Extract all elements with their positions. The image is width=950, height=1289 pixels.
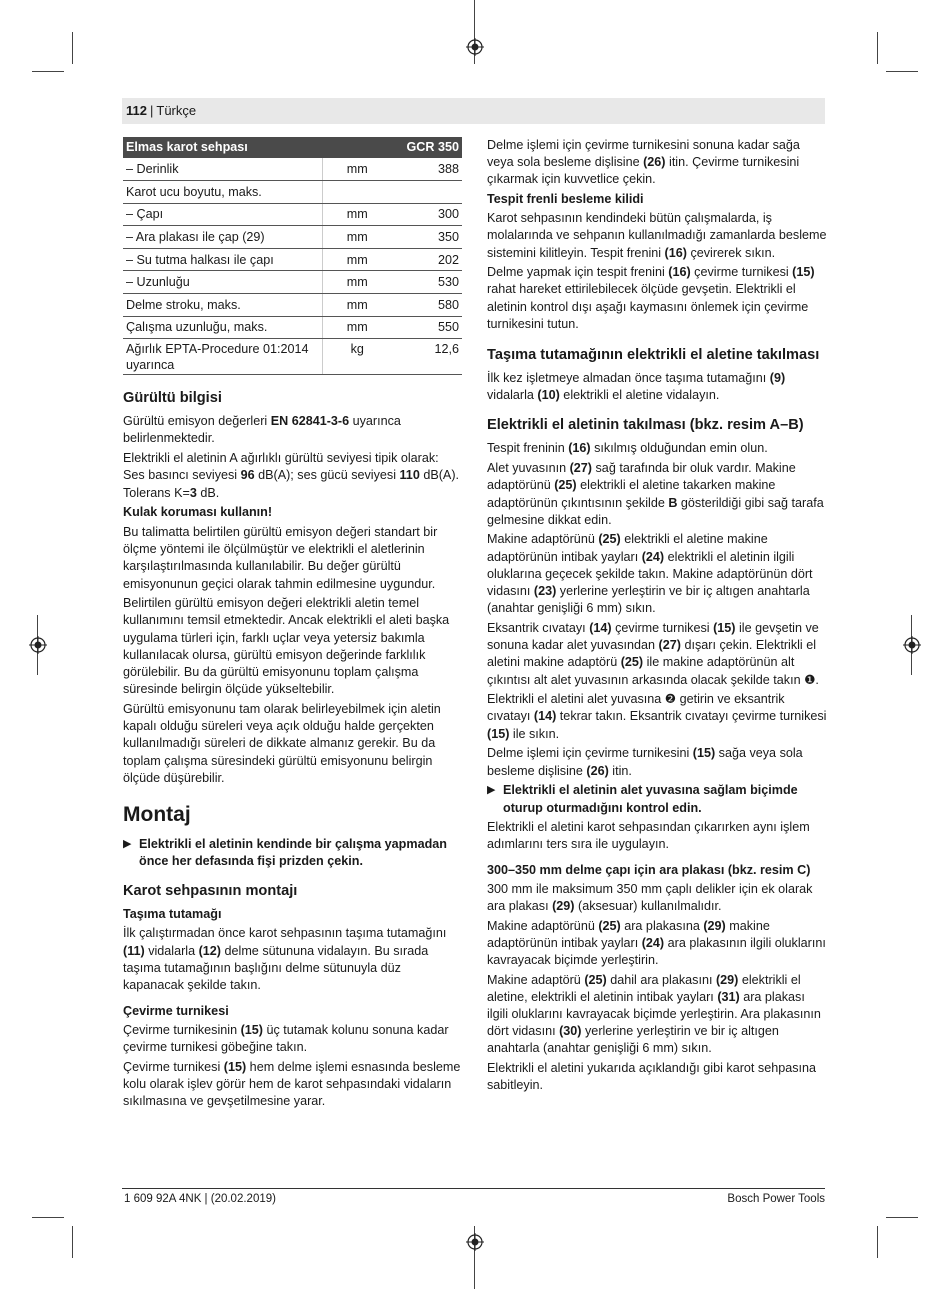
left-column xyxy=(123,137,462,1113)
body-paragraph: Delme işlemi için çevirme turnikesini (15) sağa veya sola besleme dişlisine (26) itin. xyxy=(487,746,803,778)
body-paragraph: Makine adaptörü (25) dahil ara plakasını (29) elektrikli el aletine, elektrikli el aletinin intibak yayları (31) ara plakası ilgili oluklarını kavrayacak biçimde yerleştirin. Ara plakasının dört vidasını (30) yerlerine yerleştirin ve bir iç altıgen anahtarla (anahtar genişliği 6 mm) sıkın. xyxy=(487,972,821,1056)
ear-protection-notice: Kulak koruması kullanın! xyxy=(123,505,273,520)
section-heading: Taşıma tutamağının elektrikli el aletine takılması xyxy=(487,346,820,363)
spec-row xyxy=(123,339,462,375)
section-heading: Elektrikli el aletinin takılması (bkz. resim A–B) xyxy=(487,417,804,434)
spec-cell: mm xyxy=(322,271,392,294)
body-paragraph: Elektrikli el aletini karot sehpasından çıkarırken aynı işlem adımlarını ters sıra ile uygulayın. xyxy=(487,819,810,851)
spec-cell: 550 xyxy=(392,316,462,339)
spec-row xyxy=(123,316,462,339)
crop-mark xyxy=(877,32,878,64)
spec-cell: – Çapı xyxy=(123,203,322,226)
spec-row xyxy=(123,248,462,271)
body-paragraph: Tespit freninin (16) sıkılmış olduğundan emin olun. xyxy=(487,441,768,456)
spec-cell xyxy=(392,181,462,204)
crop-mark xyxy=(32,71,64,72)
spec-cell: – Su tutma halkası ile çapı xyxy=(123,248,322,271)
body-paragraph: Elektrikli el aletini alet yuvasına ❷ getirin ve eksantrik cıvatayı (14) tekrar takın. Eksantrik cıvatayı çevirme turnikesi (15) ile sıkın. xyxy=(487,692,827,741)
registration-mark-icon xyxy=(466,1233,484,1251)
spec-table-header xyxy=(123,137,462,158)
right-column xyxy=(487,137,827,1097)
subsection-heading: Taşıma tutamağı xyxy=(123,907,222,922)
spec-row xyxy=(123,294,462,317)
noise-paragraph: Belirtilen gürültü emisyon değeri elektrikli aletin temel kullanımını temsil etmektedir. Ancak elektrikli el aleti başka uygulama türleri için, farklı uçlar veya yetersiz bakımla kullanılacak olursa, gürültü emisyon değerinde farklılık görülebilir. Bu da gürültü emisyonunu toplam çalışma süresinde belirgin ölçüde yükseltebilir. xyxy=(123,596,450,697)
spec-cell: 350 xyxy=(392,226,462,249)
body-paragraph: İlk çalıştırmadan önce karot sehpasının taşıma tutamağını (11) vidalarla (12) delme sütununa vidalayın. Bu sırada taşıma tutamağının başlığını delme sütunuyla düz kapanacak şekilde takın. xyxy=(123,926,447,993)
spec-table xyxy=(123,137,462,375)
page-number: 112 xyxy=(126,103,147,118)
footer-doc-id: 1 609 92A 4NK | (20.02.2019) xyxy=(124,1193,276,1205)
spec-table-title: Elmas karot sehpası xyxy=(123,137,392,158)
spec-cell: – Ara plakası ile çap (29) xyxy=(123,226,322,249)
spec-cell: Delme stroku, maks. xyxy=(123,294,322,317)
spec-row xyxy=(123,271,462,294)
noise-paragraph: Gürültü emisyonunu tam olarak belirleyebilmek için aletin kapalı olduğu süreleri veya açık olduğu halde gerçekten kullanılmadığı süreleri de dikkate almanız gerekir. Bu da toplam çalışma süresindeki gürültü emisyonunu belirgin ölçüde düşürebilir. xyxy=(123,702,441,785)
spec-cell: mm xyxy=(322,158,392,181)
noise-paragraph: Bu talimatta belirtilen gürültü emisyon değeri standart bir ölçme yöntemi ile ölçülmüştür ve elektrikli el aletlerinin karşılaştırılmasında kullanılabilir. Bu değer gürültü emisyonunun geçici olarak tahmin edilmesine uygundur. xyxy=(123,524,438,591)
crop-mark xyxy=(32,1217,64,1218)
body-paragraph: Makine adaptörünü (25) ara plakasına (29) makine adaptörünün intibak yayları (24) ara plakasının ilgili oluklarını kavrayacak biçimde yerleştirin. xyxy=(487,918,826,967)
spec-row xyxy=(123,158,462,181)
subsection-heading: 300–350 mm delme çapı için ara plakası (bkz. resim C) xyxy=(487,862,811,877)
noise-heading: Gürültü bilgisi xyxy=(123,390,222,407)
body-paragraph: Delme işlemi için çevirme turnikesini sonuna kadar sağa veya sola besleme dişlisine (26) itin. Çevirme turnikesini çıkarmak için kuvvetlice çekin. xyxy=(487,138,800,187)
spec-cell: 300 xyxy=(392,203,462,226)
safety-warning xyxy=(123,836,462,870)
footer-divider xyxy=(122,1188,825,1189)
body-paragraph: 300 mm ile maksimum 350 mm çaplı delikler için ek olarak ara plakası (29) (aksesuar) kullanılmalıdır. xyxy=(487,881,813,913)
spec-cell: 580 xyxy=(392,294,462,317)
subsection-heading: Çevirme turnikesi xyxy=(123,1003,229,1018)
spec-cell: 388 xyxy=(392,158,462,181)
crop-mark xyxy=(886,71,918,72)
body-paragraph: Çevirme turnikesinin (15) üç tutamak kolunu sonuna kadar çevirme turnikesi göbeğine takın. xyxy=(123,1022,449,1054)
section-heading: Karot sehpasının montajı xyxy=(123,883,298,900)
spec-cell: 12,6 xyxy=(392,339,462,375)
spec-cell: kg xyxy=(322,339,392,375)
crop-mark xyxy=(72,32,73,64)
body-paragraph: Çevirme turnikesi (15) hem delme işlemi esnasında besleme kolu olarak işlev görür hem de karot sehpasındaki vidaların sıkılmasına ve gevşetilmesine yarar. xyxy=(123,1059,461,1109)
spec-cell: 202 xyxy=(392,248,462,271)
spec-cell: Ağırlık EPTA-Procedure 01:2014 uyarınca xyxy=(123,339,322,375)
noise-levels: Elektrikli el aletinin A ağırlıklı gürültü seviyesi tipik olarak: Ses basıncı seviyesi 96 dB(A); ses gücü seviyesi 110 dB(A). Tolerans K=3 dB. xyxy=(123,451,460,500)
body-paragraph: Elektrikli el aletini yukarıda açıklandığı gibi karot sehpasına sabitleyin. xyxy=(487,1061,817,1093)
body-paragraph: Karot sehpasının kendindeki bütün çalışmalarda, iş molalarında ve sehpanın kullanılmadığı zamanlarda besleme sistemini kilitleyin. Tespit frenini (16) çevirerek sıkın. xyxy=(487,211,827,260)
subsection-heading: Tespit frenli besleme kilidi xyxy=(487,192,644,207)
triangle-right-icon: ▶ xyxy=(487,784,496,797)
spec-row xyxy=(123,226,462,249)
registration-mark-icon xyxy=(903,636,921,654)
spec-cell: mm xyxy=(322,248,392,271)
body-paragraph: İlk kez işletmeye almadan önce taşıma tutamağını (9) vidalarla (10) elektrikli el aletine vidalayın. xyxy=(487,370,786,402)
registration-mark-icon xyxy=(466,38,484,56)
page-header xyxy=(122,98,825,124)
spec-cell: – Uzunluğu xyxy=(123,271,322,294)
footer-brand: Bosch Power Tools xyxy=(727,1193,825,1205)
check-warning-text: Elektrikli el aletinin alet yuvasına sağlam biçimde oturup oturmadığını kontrol edin. xyxy=(503,783,798,815)
spec-cell: mm xyxy=(322,316,392,339)
check-warning xyxy=(487,782,827,816)
body-paragraph: Delme yapmak için tespit frenini (16) çevirme turnikesi (15) rahat hareket ettirilebilecek ölçüde gevşetin. Elektrikli el aletinin kontrol dışı aşağı kaymasını önlemek için çevirme turnikesini tutun. xyxy=(487,265,815,331)
spec-cell: 530 xyxy=(392,271,462,294)
spec-row xyxy=(123,181,462,204)
spec-cell: mm xyxy=(322,226,392,249)
spec-table-model: GCR 350 xyxy=(392,137,462,158)
triangle-right-icon: ▶ xyxy=(123,838,132,851)
spec-cell: – Derinlik xyxy=(123,158,322,181)
header-separator: | xyxy=(149,103,154,118)
body-paragraph: Eksantrik cıvatayı (14) çevirme turnikesi (15) ile gevşetin ve sonuna kadar alet yuvasından (27) dışarı çekin. Elektrikli el aletini makine adaptörü (25) ile makine adaptörünün alt çıkıntısı alt alet yuvasının arkasında olacak şekilde takın ❶. xyxy=(487,620,819,687)
body-paragraph: Makine adaptörünü (25) elektrikli el aletine makine adaptörünün intibak yayları (24) elektrikli el aletinin ilgili oluklarına geçecek şekilde takın. Makine adaptörünün dört vidasını (23) yerlerine yerleştirin ve bir iç altıgen anahtarla (anahtar genişliği 6 mm) sıkın. xyxy=(487,532,813,616)
noise-standard: Gürültü emisyon değerleri EN 62841-3-6 uyarınca belirlenmektedir. xyxy=(123,414,401,446)
safety-warning-text: Elektrikli el aletinin kendinde bir çalışma yapmadan önce her defasında fişi prizden çekin. xyxy=(139,837,447,869)
spec-cell xyxy=(322,181,392,204)
crop-mark xyxy=(886,1217,918,1218)
crop-mark xyxy=(877,1226,878,1258)
spec-cell: Çalışma uzunluğu, maks. xyxy=(123,316,322,339)
page-language: Türkçe xyxy=(156,103,197,118)
body-paragraph: Alet yuvasının (27) sağ tarafında bir oluk vardır. Makine adaptörünü (25) elektrikli el aletine takarken makine adaptörünün çıkıntısının şekilde B gösterildiği gibi sağ tarafa gelmesine dikkat edin. xyxy=(487,461,824,527)
spec-row xyxy=(123,203,462,226)
spec-cell: Karot ucu boyutu, maks. xyxy=(123,181,322,204)
crop-mark xyxy=(72,1226,73,1258)
montaj-heading: Montaj xyxy=(123,803,191,827)
spec-cell: mm xyxy=(322,203,392,226)
registration-mark-icon xyxy=(29,636,47,654)
spec-cell: mm xyxy=(322,294,392,317)
